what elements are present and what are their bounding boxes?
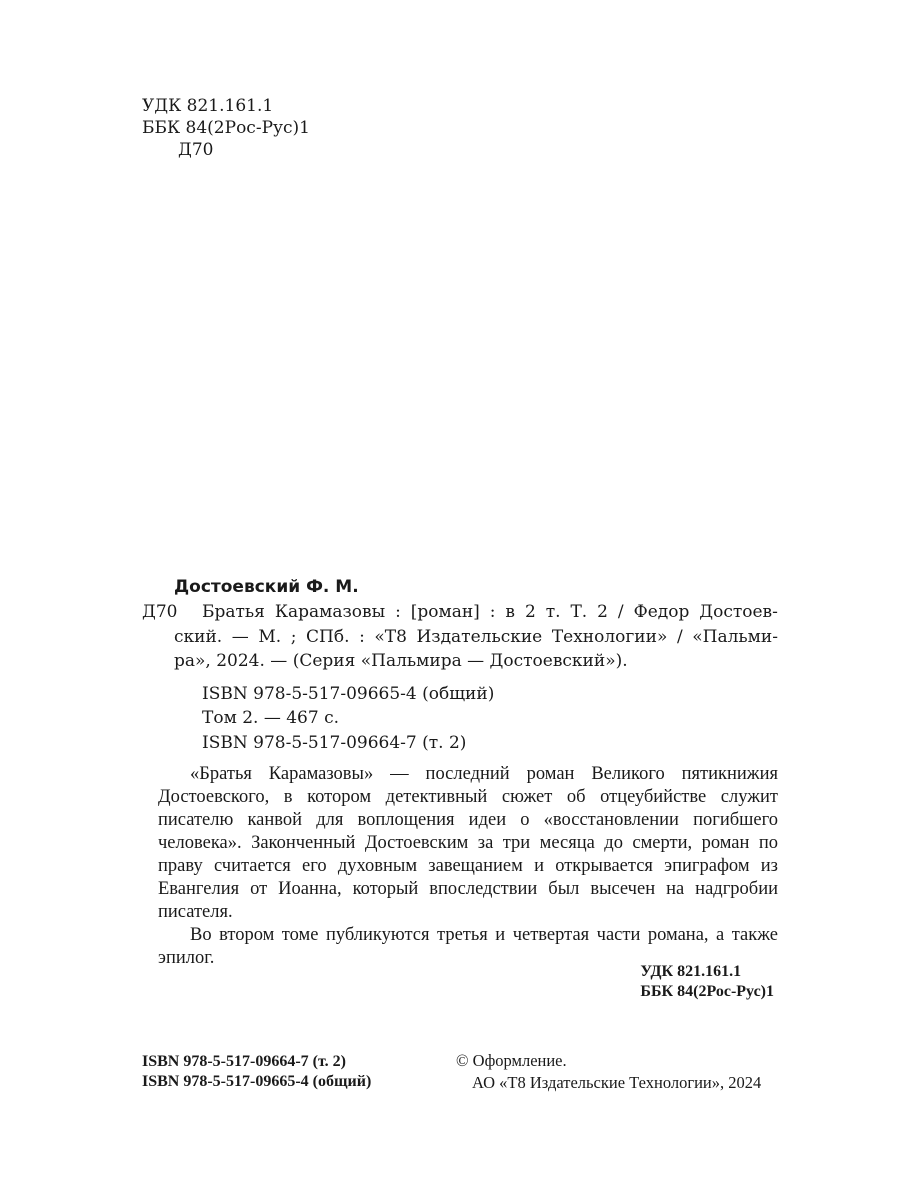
udk-code: УДК 821.161.1 bbox=[142, 96, 274, 116]
entry-word: М. bbox=[258, 626, 282, 647]
bibliographic-entry bbox=[142, 600, 778, 674]
entry-word: ; bbox=[290, 626, 297, 647]
author-mark: Д70 bbox=[178, 140, 214, 160]
footer-isbn-general: ISBN 978-5-517-09665-4 (общий) bbox=[142, 1073, 372, 1090]
entry-line-1 bbox=[174, 600, 778, 625]
entry-word: : bbox=[359, 626, 365, 647]
index-udk: УДК 821.161.1 bbox=[640, 963, 742, 980]
entry-word: «Т8 bbox=[374, 626, 407, 647]
annotation bbox=[142, 763, 778, 970]
entry-word: в bbox=[505, 602, 515, 622]
footer-isbn-volume: ISBN 978-5-517-09664-7 (т. 2) bbox=[142, 1053, 346, 1070]
entry-word: Достоев- bbox=[699, 602, 778, 622]
entry-word: : bbox=[395, 602, 401, 622]
entry-word: / bbox=[676, 626, 683, 647]
index-right-block bbox=[640, 962, 774, 1002]
catalog-card bbox=[142, 574, 778, 970]
entry-word: / bbox=[617, 602, 624, 622]
entry-line-3: ра», 2024. — (Серия «Пальмира — Достоевский»). bbox=[174, 651, 628, 671]
entry-word: Братья bbox=[202, 602, 265, 622]
entry-word: Издательские bbox=[416, 626, 543, 647]
footer-isbn-block bbox=[142, 1052, 371, 1092]
entry-word: Федор bbox=[633, 602, 690, 622]
entry-word: т. bbox=[545, 602, 561, 622]
classification-block bbox=[142, 95, 310, 161]
entry-word: — bbox=[231, 626, 249, 647]
card-author-mark: Д70 bbox=[142, 602, 178, 622]
volume-pages: Том 2. — 467 с. bbox=[202, 708, 340, 728]
annotation-paragraph-1: «Братья Карамазовы» — последний роман Великого пятикнижия Достоевского, в котором детективный сюжет об отцеубийстве служит писателю канвой для воплощения идеи о «восстановлении погибшего человека». Законченный Достоевским за три месяца до смерти, роман по праву считается его духовным завещанием и открывается эпиграфом из Евангелия от Иоанна, который впоследствии был высечен на надгробии писателя. bbox=[158, 764, 778, 922]
annotation-paragraph-2: Во втором томе публикуются третья и четвертая части романа, а также эпилог. bbox=[158, 925, 778, 968]
card-author: Достоевский Ф. М. bbox=[174, 577, 359, 597]
entry-word: СПб. bbox=[306, 626, 350, 647]
entry-word: «Пальми- bbox=[692, 626, 778, 647]
publisher-line: АО «Т8 Издательские Технологии», 2024 bbox=[472, 1073, 762, 1092]
copyright-block bbox=[456, 1050, 761, 1094]
index-bbk: ББК 84(2Рос-Рус)1 bbox=[640, 983, 774, 1000]
entry-word: 2 bbox=[524, 602, 536, 622]
isbn-volume: ISBN 978-5-517-09664-7 (т. 2) bbox=[202, 732, 467, 753]
entry-word: ский. bbox=[174, 626, 223, 647]
entry-word: Т. bbox=[570, 602, 588, 622]
copyright-line: © Оформление. bbox=[456, 1051, 567, 1070]
entry-word: Технологии» bbox=[551, 626, 668, 647]
entry-line-2 bbox=[174, 625, 778, 650]
entry-word: 2 bbox=[597, 602, 608, 622]
bbk-code: ББК 84(2Рос-Рус)1 bbox=[142, 118, 310, 138]
isbn-general: ISBN 978-5-517-09665-4 (общий) bbox=[202, 683, 495, 704]
entry-word: [роман] bbox=[410, 602, 480, 622]
entry-word: : bbox=[489, 602, 496, 622]
isbn-volume-info bbox=[142, 682, 778, 756]
entry-word: Карамазовы bbox=[274, 602, 386, 622]
